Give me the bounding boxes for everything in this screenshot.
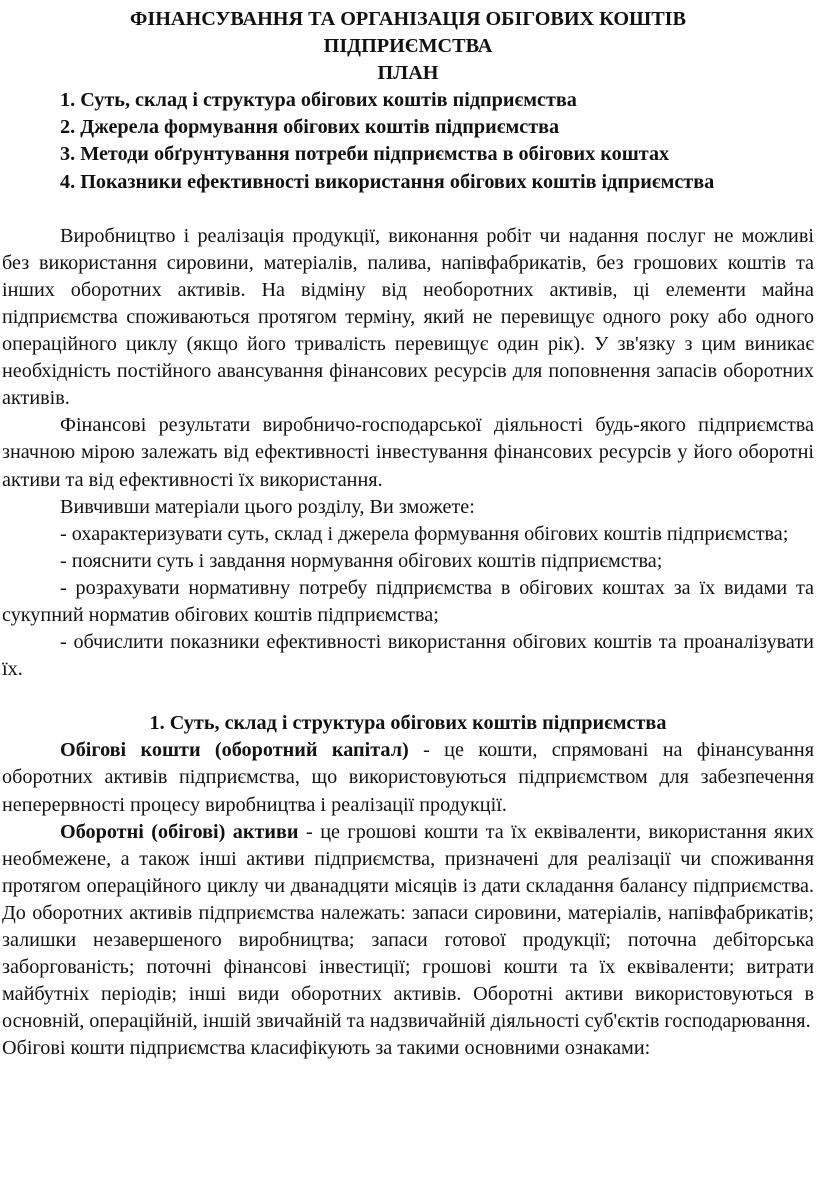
intro-paragraph-1: Виробництво і реалізація продукції, виконання робіт чи надання послуг не можливі без використання сировини, матеріалів, палива, напівфабрикатів, без грошових коштів та інших оборотних активів. На відміну від необоротних активів, ці елементи майна підприємства споживаються протягом терміну, який не перевищує одного року або одного операційного циклу (якщо його тривалість перевищує один рік). У зв'язку з цим виникає необхідність постійного авансування фінансових ресурсів для поповнення запасів оборотних активів. bbox=[2, 224, 814, 410]
intro-paragraph-3: Вивчивши матеріали цього розділу, Ви зможете: bbox=[60, 495, 475, 518]
plan-item-4: 4. Показники ефективності використання обігових коштів ідприємства bbox=[60, 170, 715, 193]
intro-paragraph-2: Фінансові результати виробничо-господарської діяльності будь-якого підприємства значною мірою залежать від ефективності інвестування фінансових ресурсів у його оборотні активи та від ефективності їх використання. bbox=[2, 414, 814, 491]
plan-heading: ПЛАН bbox=[377, 62, 439, 85]
plan-item-2: 2. Джерела формування обігових коштів підприємства bbox=[60, 116, 560, 139]
definition-text: - це кошти, спрямовані на фінансування оборотних активів підприємства, що використовуються підприємством для забезпечення неперервності процесу виробництва і реалізації продукції. bbox=[2, 739, 814, 816]
definition-term: Обігові кошти (оборотний капітал) bbox=[60, 739, 409, 762]
document-title-line-1: ФІНАНСУВАННЯ ТА ОРГАНІЗАЦІЯ ОБІГОВИХ КОШТІВ bbox=[130, 8, 686, 30]
objective-1: - охарактеризувати суть, склад і джерела формування обігових коштів підприємства; bbox=[60, 522, 789, 545]
spacer bbox=[2, 196, 814, 223]
objective-4: - обчислити показники ефективності використання обігових коштів та проаналізувати їх. bbox=[2, 631, 814, 681]
plan-item-3: 3. Методи обґрунтування потреби підприємства в обігових коштах bbox=[60, 143, 670, 166]
plan-item-1: 1. Суть, склад і структура обігових коштів підприємства bbox=[60, 89, 577, 112]
spacer bbox=[2, 683, 814, 710]
definition-current-assets bbox=[2, 819, 814, 1036]
definition-term: Оборотні (обігові) активи bbox=[60, 820, 299, 843]
objective-2: - пояснити суть і завдання нормування обігових коштів підприємства; bbox=[60, 549, 663, 572]
classification-line: Обігові кошти підприємства класифікують за такими основними ознаками: bbox=[2, 1037, 651, 1060]
definition-text: - це грошові кошти та їх еквіваленти, використання яких необмежене, а також інші активи підприємства, призначені для реалізації чи споживання протягом операційного циклу чи дванадцяти місяців із дати складання балансу підприємства. До оборотних активів підприємства належать: запаси сировини, матеріалів, напівфабрикатів; залишки незавершеного виробництва; запаси готової продукції; поточна дебіторська заборгованість; поточні фінансові інвестиції; грошові кошти та їх еквіваленти; витрати майбутніх періодів; інші види оборотних активів. Оборотні активи використовуються в основній, операційній, іншій звичайній та надзвичайній діяльності суб'єктів господарювання. bbox=[2, 820, 814, 1033]
document-title-line-2: ПІДПРИЄМСТВА bbox=[323, 35, 493, 58]
objective-3: - розрахувати нормативну потребу підприємства в обігових коштах за їх видами та сукупний норматив обігових коштів підприємства; bbox=[2, 576, 814, 626]
definition-working-capital bbox=[2, 737, 814, 818]
section-1-heading: 1. Суть, склад і структура обігових коштів підприємства bbox=[149, 712, 667, 735]
